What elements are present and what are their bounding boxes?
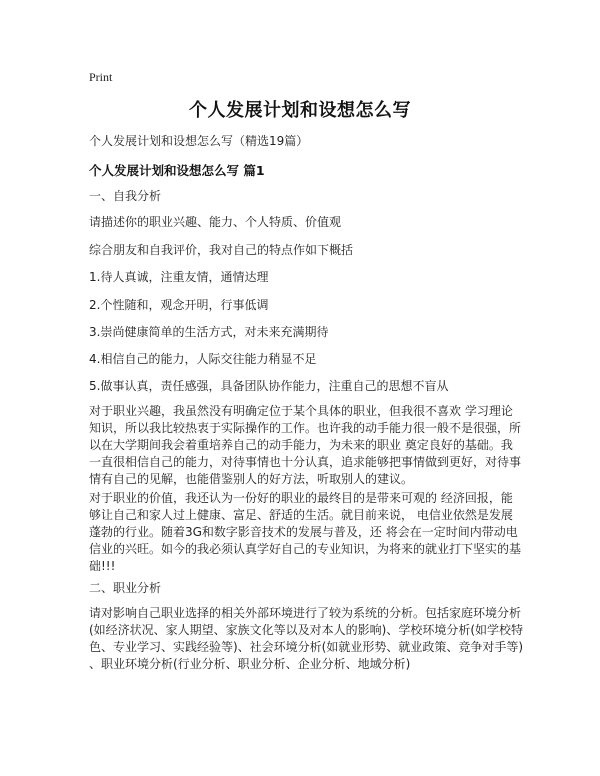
paragraph-line: 础!!! — [89, 559, 116, 573]
section-heading-self-analysis: 一、自我分析 — [89, 189, 162, 203]
paragraph-value — [89, 490, 522, 575]
page-title: 个人发展计划和设想怎么写 — [189, 100, 411, 121]
list-item: 4.相信自己的能力，人际交往能力稍显不足 — [89, 352, 317, 366]
paragraph-line: 情有自己的见解，也能借鉴别人的好方法，听取别人的建议。 — [89, 472, 414, 486]
paragraph-environment — [89, 605, 524, 673]
text-line: 综合朋友和自我评价，我对自己的特点作如下概括 — [89, 243, 354, 257]
print-label[interactable]: Print — [89, 70, 113, 84]
paragraph-line: 蓬勃的行业。随着3G和数字影音技术的发展与普及，还 将会在一定时间内带动电 — [89, 525, 518, 539]
paragraph-line: 知识，所以我比较热衷于实际操作的工作。也许我的动手能力很一般不是很强，所 — [89, 421, 522, 435]
section-heading-career-analysis: 二、职业分析 — [89, 581, 162, 595]
paragraph-line: 以在大学期间我会着重培养自己的动手能力，为未来的职业 奠定良好的基础。我 — [89, 438, 513, 452]
list-item: 1.待人真诚，注重友情，通情达理 — [89, 270, 269, 284]
text-line: 请描述你的职业兴趣、能力、个人特质、价值观 — [89, 215, 342, 229]
paragraph-line: 一直很相信自己的能力，对待事情也十分认真，追求能够把事情做到更好，对待事 — [89, 455, 522, 469]
paragraph-line: 请对影响自己职业选择的相关外部环境进行了较为系统的分析。包括家庭环境分析 — [89, 606, 522, 620]
list-item: 3.崇尚健康简单的生活方式，对未来充满期待 — [89, 325, 329, 339]
list-item: 2.个性随和，观念开明，行事低调 — [89, 298, 269, 312]
paragraph-line: 、职业环境分析(行业分析、职业分析、企业分析、地域分析) — [89, 657, 411, 671]
article-heading: 个人发展计划和设想怎么写 篇1 — [89, 163, 265, 178]
paragraph-line: 对于职业的价值，我还认为一份好的职业的最终目的是带来可观的 经济回报，能 — [89, 491, 513, 505]
paragraph-line: (如经济状况、家人期望、家族文化等以及对本人的影响)、学校环境分析(如学校特 — [89, 623, 524, 637]
paragraph-line: 信业的兴旺。如今的我必须认真学好自己的专业知识，为将来的就业打下坚实的基 — [89, 542, 522, 556]
paragraph-line: 够让自己和家人过上健康、富足、舒适的生活。就目前来说， 电信业依然是发展 — [89, 508, 513, 522]
paragraph-interest — [89, 403, 522, 488]
list-item: 5.做事认真，责任感强，具备团队协作能力，注重自己的思想不盲从 — [89, 379, 449, 393]
paragraph-line: 色、专业学习、实践经验等)、社会环境分析(如就业形势、就业政策、竞争对手等) — [89, 640, 524, 654]
subtitle: 个人发展计划和设想怎么写（精选19篇） — [89, 134, 309, 148]
paragraph-line: 对于职业兴趣，我虽然没有明确定位于某个具体的职业，但我很不喜欢 学习理论 — [89, 404, 513, 418]
